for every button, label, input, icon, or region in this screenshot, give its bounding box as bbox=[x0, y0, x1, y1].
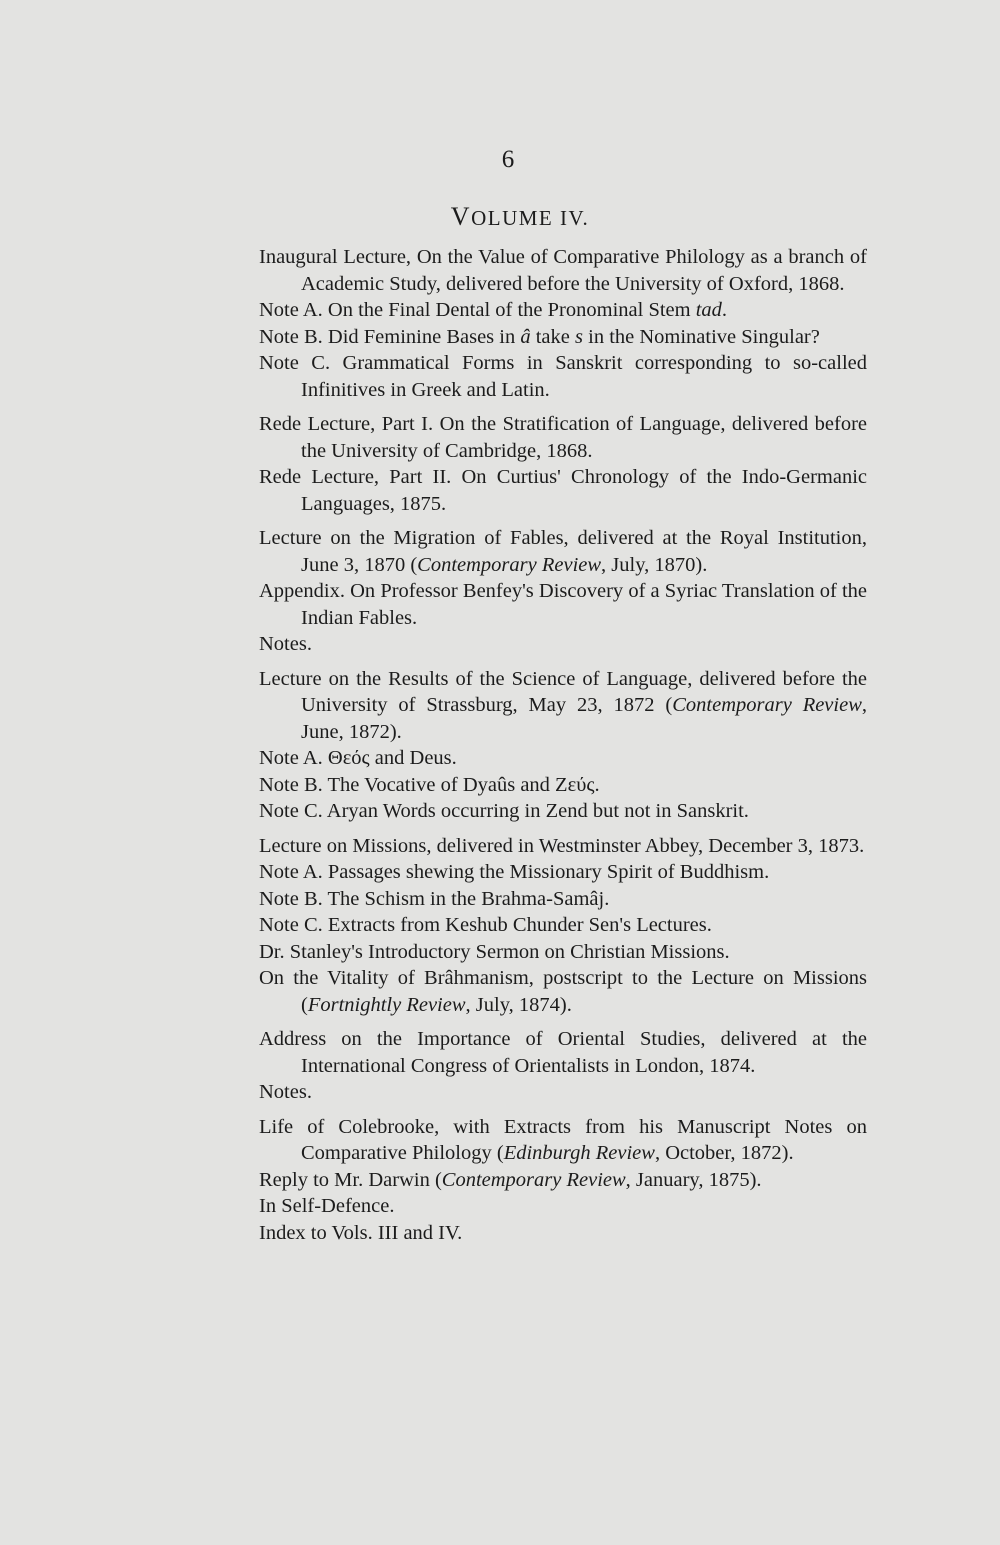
contents-entry: Rede Lecture, Part I. On the Stratification of Language, delivered before the University of Cambridge, 1868. bbox=[259, 413, 867, 462]
contents-entry: Note C. Aryan Words occurring in Zend but not in Sanskrit. bbox=[259, 800, 749, 822]
contents-entry: Note A. On the Final Dental of the Pronominal Stem tad. bbox=[259, 299, 728, 321]
contents-entry: Note B. Did Feminine Bases in â take s in the Nominative Singular? bbox=[259, 325, 820, 348]
contents-entry: Note A. Passages shewing the Missionary Spirit of Buddhism. bbox=[259, 861, 770, 883]
section-title bbox=[0, 202, 1000, 232]
contents-entry: Notes. bbox=[259, 633, 312, 655]
section-title-rest: OLUME IV. bbox=[471, 206, 590, 230]
contents-entry: Note C. Extracts from Keshub Chunder Sen's Lectures. bbox=[259, 914, 712, 936]
contents-entry: Note C. Grammatical Forms in Sanskrit corresponding to so-called Infinitives in Greek and Latin. bbox=[259, 352, 867, 401]
contents-entry: Note B. The Vocative of Dyaûs and Ζεύς. bbox=[259, 773, 600, 796]
contents-entry: Reply to Mr. Darwin (Contemporary Review, January, 1875). bbox=[259, 1168, 762, 1191]
contents-entry: Appendix. On Professor Benfey's Discovery of a Syriac Translation of the Indian Fables. bbox=[259, 580, 867, 629]
contents-entry: Note B. The Schism in the Brahma-Samâj. bbox=[259, 887, 610, 910]
contents-entry: Rede Lecture, Part II. On Curtius' Chronology of the Indo-Germanic Languages, 1875. bbox=[259, 466, 867, 515]
contents-entry: Lecture on the Results of the Science of Language, delivered before the University of Strassburg, May 23, 1872 (Contemporary Review, June, 1872). bbox=[259, 667, 868, 743]
page-number: 6 bbox=[501, 146, 515, 173]
contents-entry: Life of Colebrooke, with Extracts from his Manuscript Notes on Comparative Philology (Edinburgh Review, October, 1872). bbox=[259, 1115, 867, 1164]
contents-list bbox=[259, 244, 867, 1246]
contents-entry: In Self-Defence. bbox=[259, 1195, 395, 1217]
contents-entry: On the Vitality of Brâhmanism, postscript to the Lecture on Missions (Fortnightly Review, July, 1874). bbox=[259, 967, 867, 1016]
contents-entry: Address on the Importance of Oriental Studies, delivered at the International Congress of Orientalists in London, 1874. bbox=[259, 1028, 867, 1077]
contents-entry: Index to Vols. III and IV. bbox=[259, 1221, 463, 1244]
contents-entry: Notes. bbox=[259, 1081, 312, 1103]
contents-entry: Lecture on Missions, delivered in Westminster Abbey, December 3, 1873. bbox=[259, 834, 865, 857]
contents-entry: Inaugural Lecture, On the Value of Comparative Philology as a branch of Academic Study, delivered before the University of Oxford, 1868. bbox=[259, 246, 867, 295]
contents-entry: Lecture on the Migration of Fables, delivered at the Royal Institution, June 3, 1870 (Contemporary Review, July, 1870). bbox=[259, 527, 867, 576]
contents-entry: Dr. Stanley's Introductory Sermon on Christian Missions. bbox=[259, 940, 730, 963]
section-title-initial: V bbox=[450, 202, 472, 231]
contents-entry: Note A. Θεός and Deus. bbox=[259, 747, 457, 769]
